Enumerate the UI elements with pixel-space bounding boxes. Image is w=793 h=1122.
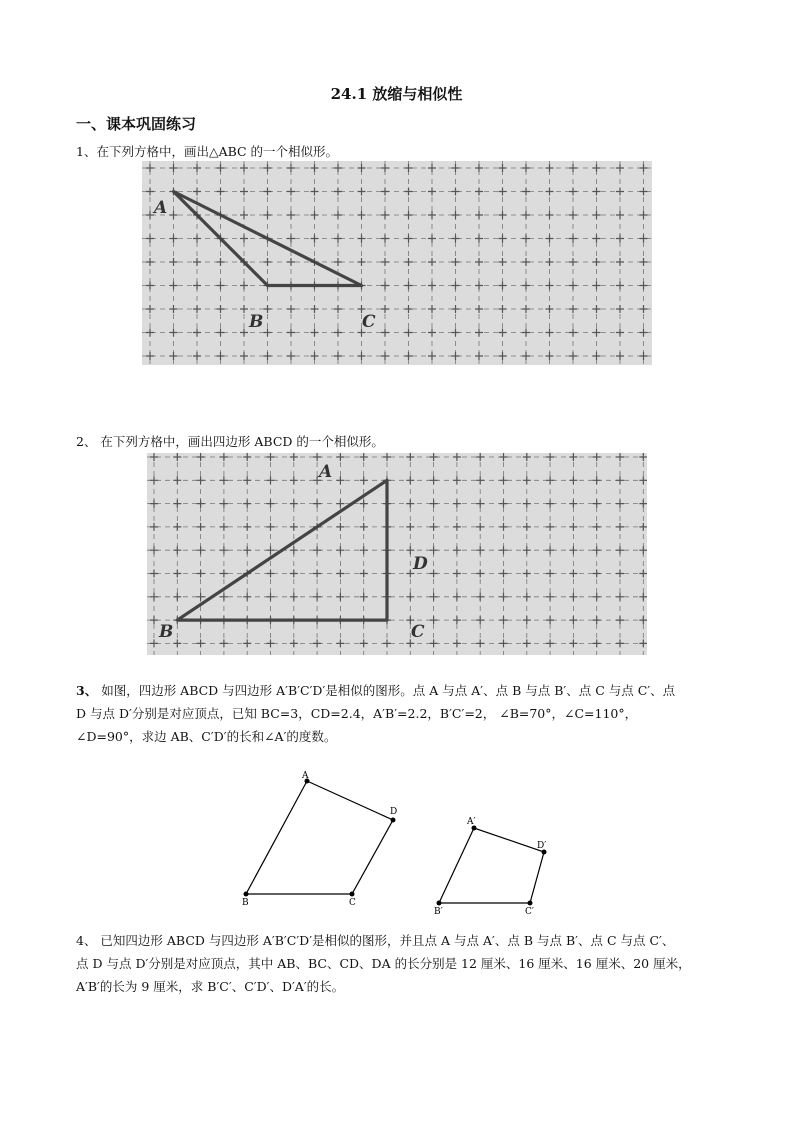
similar-quadrilaterals-figure xyxy=(230,765,570,925)
question-3-line-2: D 与点 D′分别是对应顶点，已知 BC=3，CD=2.4，A′B′=2.2，B′C′=2， ∠B=70°，∠C=110°， xyxy=(76,706,638,721)
label-c: C xyxy=(411,622,425,642)
grid-background xyxy=(147,453,647,655)
grid-figure-triangle xyxy=(142,161,652,365)
question-4-line-2: 点 D 与点 D′分别是对应顶点，其中 AB、BC、CD、DA 的长分别是 12 厘米、16 厘米、16 厘米、20 厘米， xyxy=(76,956,691,971)
point-b xyxy=(244,892,249,897)
point-d xyxy=(391,818,396,823)
document-title: 24.1 放缩与相似性 xyxy=(330,85,463,103)
point-c xyxy=(350,892,355,897)
label-a: A xyxy=(302,771,309,781)
label-d: D xyxy=(390,807,398,817)
question-3-line-1: 3、 如图，四边形 ABCD 与四边形 A′B′C′D′是相似的图形。点 A 与点 A′、点 B 与点 B′、点 C 与点 C′、点 xyxy=(76,683,676,698)
label-a-prime: A′ xyxy=(467,817,476,827)
section-heading: 一、课本巩固练习 xyxy=(76,115,197,133)
question-3-number: 3、 xyxy=(76,683,98,698)
label-b-prime: B′ xyxy=(434,907,443,917)
point-b-prime xyxy=(437,901,442,906)
point-c-prime xyxy=(528,901,533,906)
question-1-text: 1、在下列方格中，画出△ABC 的一个相似形。 xyxy=(76,144,339,159)
label-a: A xyxy=(319,462,333,482)
question-4-line-3: A′B′的长为 9 厘米，求 B′C′、C′D′、D′A′的长。 xyxy=(76,979,345,994)
label-a: A xyxy=(154,198,168,218)
question-3-line-3: ∠D=90°，求边 AB、C′D′的长和∠A′的度数。 xyxy=(76,729,337,744)
label-b: B xyxy=(159,622,174,642)
quadrilateral-abcd xyxy=(246,781,393,894)
label-b: B xyxy=(249,312,264,332)
label-c: C xyxy=(362,312,376,332)
label-d-prime: D′ xyxy=(537,841,547,851)
label-b: B xyxy=(242,898,249,908)
grid-figure-quadrilateral xyxy=(147,453,647,655)
label-c-prime: C′ xyxy=(525,907,534,917)
label-c: C xyxy=(349,898,356,908)
question-2-text: 2、 在下列方格中，画出四边形 ABCD 的一个相似形。 xyxy=(76,434,384,449)
label-d: D xyxy=(413,554,428,574)
question-4-line-1: 4、 已知四边形 ABCD 与四边形 A′B′C′D′是相似的图形，并且点 A 与点 A′、点 B 与点 B′、点 C 与点 C′、 xyxy=(76,933,675,948)
quadrilateral-a2b2c2d2 xyxy=(439,828,547,903)
